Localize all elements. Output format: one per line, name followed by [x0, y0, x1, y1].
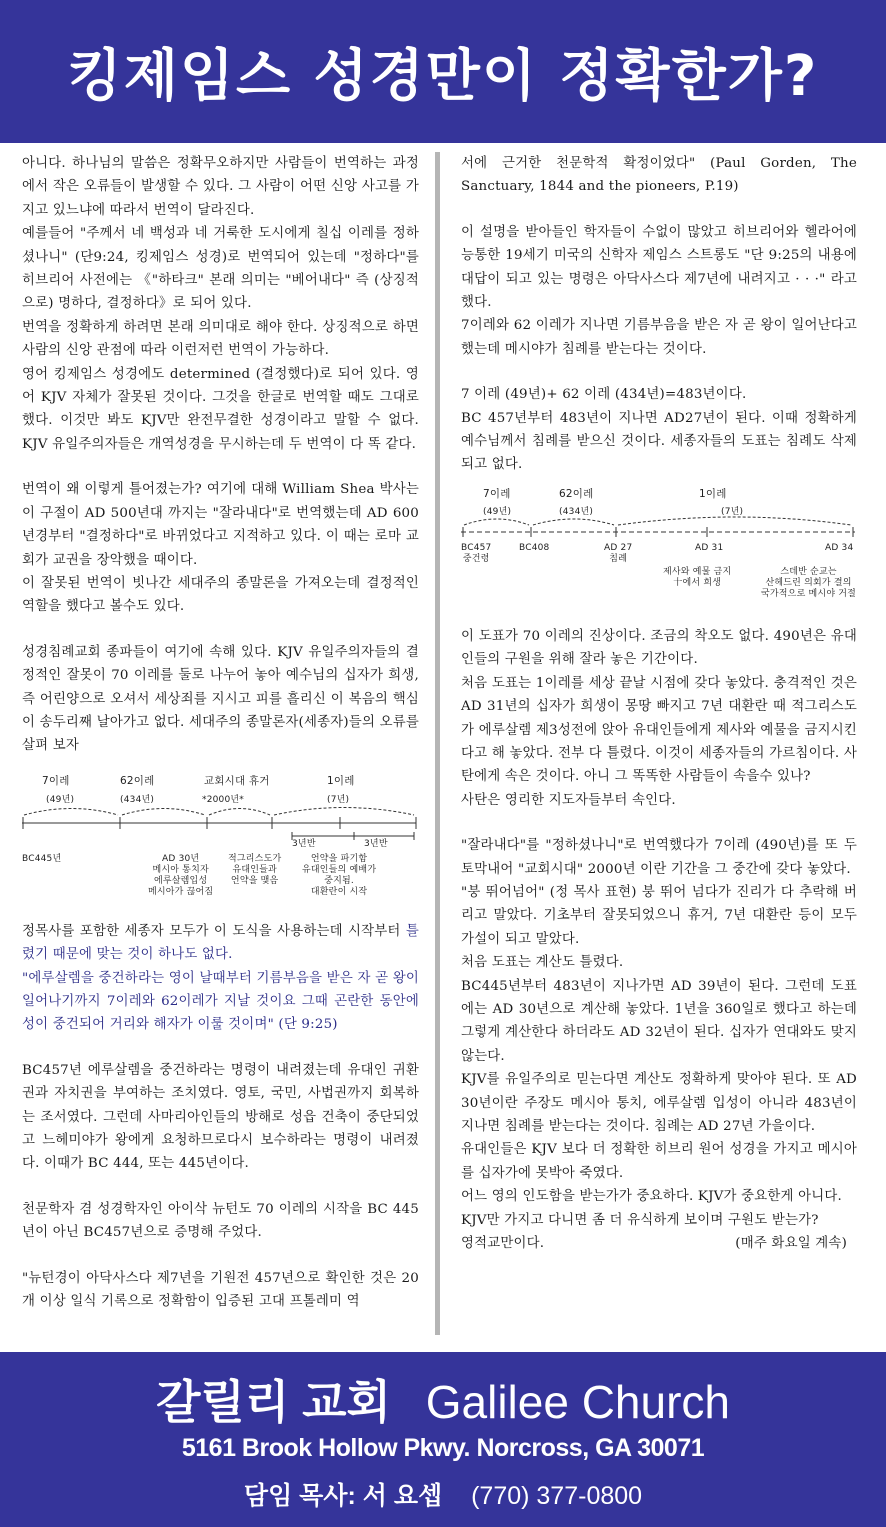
closing-text: 영적교만이다.: [461, 1236, 545, 1252]
paragraph: BC445년부터 483년이 지나가면 AD 39년이 된다. 그런데 도표에는 AD 30년으로 계산해 놓았다. 1년을 360일로 했다고 하는데 그렇게 계산한다 하더라도 AD 32년이 된다. 십자가 연대와도 맞지 않는다.: [461, 978, 857, 1064]
timeline-point: BC457 중건령: [461, 542, 492, 564]
timeline-note: 언약을 파기함 유대인들의 예배가 중지됨. 대환란이 시작: [302, 853, 377, 897]
paragraph-text: 정목사를 포함한 세종자 모두가 이 도식을 사용하는데 시작부터: [22, 923, 406, 939]
timeline-note: AD 30년 메시아 통치자 에루살렘입성 메시아가 끊어짐: [148, 853, 214, 897]
timeline-week-label: 1이레: [699, 487, 727, 500]
paragraph: BC457년 에루살렘을 중건하라는 명령이 내려졌는데 유대인 귀환권과 자치권을 부여하는 조치였다. 영토, 국민, 사법권까지 회복하는 조서였다. 그런데 사마리아인들의 방해로 성읍 건축이 중단되었고 느헤미야가 왕에게 요청하므로다시 보수하라는 명령이 내려졌다. 이때가 BC 444, 또는 445년이다.: [22, 1062, 419, 1172]
timeline-point: AD 27 침례: [604, 542, 633, 564]
paragraph: [22, 920, 419, 967]
timeline-half-label: 3년반: [364, 838, 388, 849]
timeline-week-label: 62이레: [559, 487, 594, 500]
timeline-week-label: 7이레: [483, 487, 511, 500]
timeline-week-label: 7이레: [42, 774, 70, 787]
church-name: [0, 1366, 886, 1432]
page-title: 킹제임스 성경만이 정확한가?: [67, 43, 819, 109]
church-address: 5161 Brook Hollow Pkwy. Norcross, GA 30071: [181, 1434, 705, 1462]
timeline-note: 스데반 순교는 산헤드린 의회가 결의 국가적으로 메시야 거절: [761, 566, 857, 599]
paragraph: 이 도표가 70 이레의 진상이다. 조금의 착오도 없다. 490년은 유대인들의 구원을 위해 잘라 놓은 기간이다.: [461, 628, 857, 668]
timeline-point: AD 31: [695, 542, 724, 553]
timeline-note: 제사와 예물 금지 十에서 희생: [663, 566, 732, 588]
continued-note: (매주 화요일 계속): [735, 1236, 847, 1252]
scripture-quote: "에루살렘을 중건하라는 영이 날때부터 기름부음을 받은 자 곧 왕이 일어나기까지 7이레와 62이레가 지날 것이요 그때 곤란한 동안에 성이 중건되어 거리와 해자가 이룰 것이며" (단 9:25): [22, 970, 419, 1033]
paragraph: 7 이레 (49년)+ 62 이레 (434년)=483년이다.: [461, 387, 747, 403]
timeline-year-label: (7년): [327, 794, 350, 805]
paragraph: 이 잘못된 번역이 빗나간 세대주의 종말론을 가져오는데 결정적인 역할을 했다고 볼수도 있다.: [22, 575, 419, 615]
column-divider: [435, 152, 440, 1335]
timeline-point: AD 34: [825, 542, 854, 553]
timeline-note: 적그리스도가 유대인들과 언약을 맺음: [228, 853, 282, 886]
paragraph: 처음 도표는 계산도 틀렸다.: [461, 955, 624, 971]
timeline-diagram-dispensational: [22, 770, 419, 920]
closing-line: [461, 1232, 857, 1255]
paragraph: "뉴턴경이 아닥사스다 제7년을 기원전 457년으로 확인한 것은 20개 이상 일식 기록으로 정확함이 입증된 고대 프톨레미 역: [22, 1270, 419, 1310]
paragraph: "붕 뛰어넘어" (정 목사 표현) 붕 뛰어 넘다가 진리가 다 추락해 버리고 말았다. 기초부터 잘못되었으니 휴거, 7년 대환란 등이 모두 가설이 되고 말았다.: [461, 884, 857, 947]
left-column: [22, 152, 419, 1313]
phone-number: (770) 377-0800: [471, 1482, 643, 1510]
paragraph: 어느 영의 인도함을 받는가가 중요하다. KJV가 중요한게 아니다.: [461, 1189, 842, 1205]
paragraph: BC 457년부터 483년이 지나면 AD27년이 된다. 이때 정확하게 예수님께서 침례를 받으신 것이다. 세종자들의 도표는 침례도 삭제되고 없다.: [461, 410, 857, 473]
timeline-year-label: (49년): [46, 794, 75, 805]
paragraph: 7이레와 62 이레가 지나면 기름부음을 받은 자 곧 왕이 일어난다고 했는데 메시야가 침례를 받는다는 것이다.: [461, 318, 857, 357]
timeline-point: BC408: [519, 542, 550, 553]
right-column: [461, 152, 857, 1255]
paragraph: "잘라내다"를 "정하셨나니"로 번역했다가 7이레 (490년)를 또 두 토막내어 "교회시대" 2000년 이란 기간을 그 중간에 갖다 놓았다.: [461, 838, 857, 877]
paragraph: 아니다. 하나님의 말씀은 정확무오하지만 사람들이 번역하는 과정에서 작은 오류들이 발생할 수 있다. 그 사람이 어떤 신앙 사고를 가지고 있느냐에 따라서 번역이 달라진다.: [22, 156, 419, 218]
timeline-year-label: (49년): [483, 506, 512, 517]
paragraph: 번역을 정확하게 하려면 본래 의미대로 해야 한다. 상징적으로 하면 사람의 신앙 관점에 따라 이런저런 번역이 가능하다.: [22, 319, 419, 359]
timeline-year-label: (434년): [559, 506, 594, 517]
paragraph: 이 설명을 받아들인 학자들이 수없이 많았고 히브리어와 헬라어에 능통한 19세기 미국의 신학자 제임스 스트롱도 "단 9:25의 내용에 대답이 되고 있는 명령은 아닥사스다 제7년에 내려지고 · · ·" 라고 했다.: [461, 224, 857, 311]
timeline-week-label: 1이레: [327, 774, 355, 787]
timeline-week-label: 교회시대 휴거: [204, 774, 270, 787]
timeline-diagram-seventy-weeks: [461, 485, 857, 625]
pastor-contact: [0, 1476, 886, 1512]
paragraph: KJV를 유일주의로 믿는다면 계산도 정확하게 맞아야 된다. 또 AD 30년이란 주장도 메시아 통치, 에루살렘 입성이 아니라 483년이 지나면 침례를 받는다는 것이다. 침례는 AD 27년 가을이다.: [461, 1072, 857, 1134]
timeline-year-label: (7년): [721, 506, 744, 517]
church-footer: [0, 1352, 886, 1527]
timeline-year-label: (434년): [120, 794, 155, 805]
paragraph: 처음 도표는 1이레를 세상 끝날 시점에 갖다 놓았다. 충격적인 것은 AD 31년의 십자가 희생이 몽땅 빠지고 7년 대환란 때 적그리스도가 에루살렘 제3성전에 앉아 유대인들에게 제사와 예물을 금지시킨다고 해 놓았다. 전부 다 틀렸다. 이것이 세종자들의 가르침이다. 사탄에게 속은 것이다. 아니 그 똑똑한 사람들이 속을수 있나?: [461, 675, 857, 785]
paragraph: 서에 근거한 천문학적 확정이었다" (Paul Gorden, The Sanctuary, 1844 and the pioneers, P.19): [461, 156, 857, 195]
paragraph: 유대인들은 KJV 보다 더 정확한 히브리 원어 성경을 가지고 메시아를 십자가에 못박아 죽였다.: [461, 1142, 857, 1181]
emphasis-text: 틀렸기 때문에 맞는 것이 하나도 없다.: [22, 923, 419, 963]
paragraph: KJV만 가지고 다니면 좀 더 유식하게 보이며 구원도 받는가?: [461, 1212, 819, 1228]
timeline-start-label: BC445년: [22, 853, 62, 864]
page-header: [0, 0, 886, 143]
timeline-lines: [461, 485, 857, 625]
timeline-year-label: *2000년*: [202, 794, 244, 805]
church-name-english: Galilee Church: [425, 1376, 730, 1428]
paragraph: 영어 킹제임스 성경에도 determined (결정했다)로 되어 있다. 영어 KJV 자체가 잘못된 것이다. 그것을 한글로 번역할 때도 그대로 했다. 이것만 봐도 KJV만 완전무결한 성경이라고 말할 수 없다. KJV 유일주의자들은 개역성경을 무시하는데 두 번역이 다 똑 같다.: [22, 366, 419, 452]
paragraph: 예를들어 "주께서 네 백성과 네 거룩한 도시에게 칠십 이레를 정하셨나니" (단9:24, 킹제임스 성경)로 번역되어 있는데 "정하다"를 히브리어 사전에는 《"하타크" 본래 의미는 "베어내다" 즉 (상징적으로) 명하다, 결정하다》로 되어 있다.: [22, 226, 419, 312]
paragraph: 번역이 왜 이렇게 틀어졌는가? 여기에 대해 William Shea 박사는 이 구절이 AD 500년대 까지는 "잘라내다"로 번역했는데 AD 600년경부터 "결정하다"로 바뀌었다고 지적하고 있다. 이 때는 로마 교회가 교권을 장악했을 때이다.: [22, 482, 419, 568]
pastor-name: 담임 목사: 서 요셉: [243, 1482, 443, 1510]
church-name-korean: 갈릴리 교회: [155, 1376, 391, 1428]
timeline-half-label: 3년반: [292, 838, 316, 849]
paragraph: 성경침례교회 종파들이 여기에 속해 있다. KJV 유일주의자들의 결정적인 잘못이 70 이레를 둘로 나누어 놓아 예수님의 십자가 희생, 즉 어린양으로 오셔서 세상죄를 지시고 피를 흘리신 이 복음의 핵심이 송두리째 날아가고 없다. 세대주의 종말론자(세종자)들의 오류를 살펴 보자: [22, 644, 419, 754]
timeline-week-label: 62이레: [120, 774, 155, 787]
paragraph: 천문학자 겸 성경학자인 아이삭 뉴턴도 70 이레의 시작을 BC 445년이 아닌 BC457년으로 증명해 주었다.: [22, 1201, 419, 1241]
paragraph: 사탄은 영리한 지도자들부터 속인다.: [461, 792, 676, 808]
